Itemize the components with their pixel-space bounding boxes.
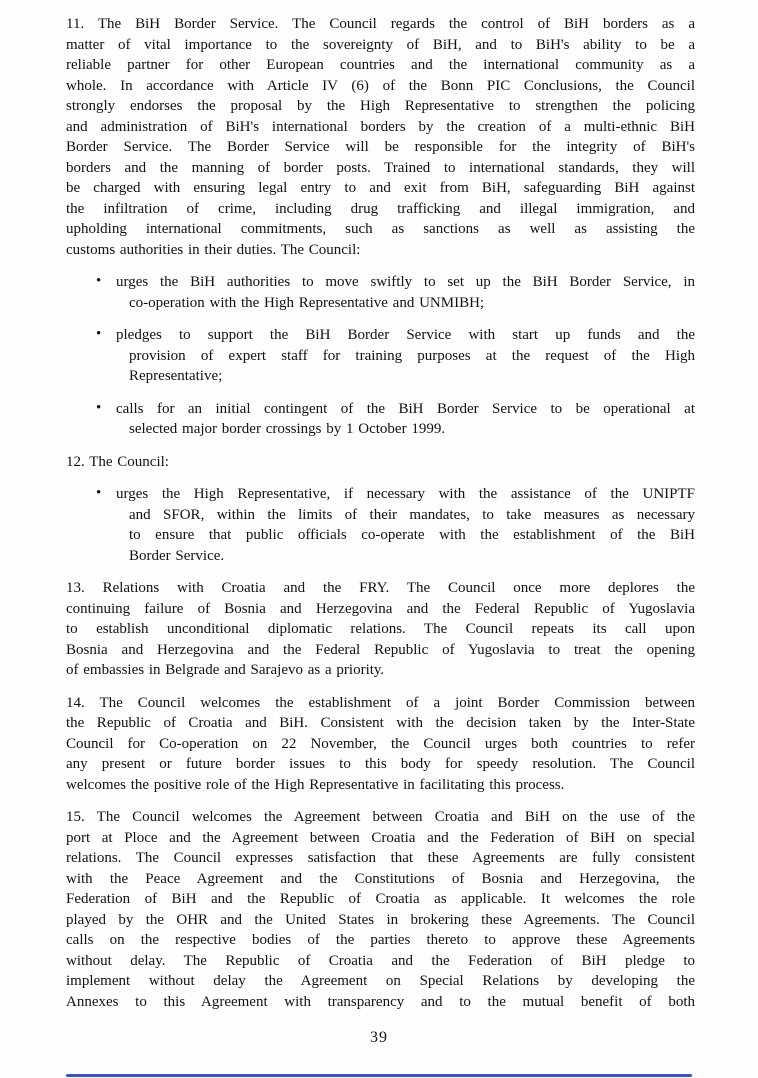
text-line: 15. The Council welcomes the Agreement between Croatia and BiH on the use of the: [66, 809, 695, 825]
text-line: to establish unconditional diplomatic relations. The Council repeats its call upon: [66, 621, 695, 637]
text-line: selected major border crossings by 1 October 1999.: [129, 421, 446, 437]
text-line: Border Service.: [129, 547, 225, 564]
text-line: Council for Co-operation on 22 November, the Council urges both countries to refer: [66, 735, 695, 752]
bullet-icon: •: [96, 326, 102, 342]
text-line: to ensure that public officials co-operate with the establishment of the BiH: [129, 527, 695, 543]
bullet-item: [66, 399, 695, 440]
text-line: with the Peace Agreement and the Constitutions of Bosnia and Herzegovina, the: [66, 870, 695, 887]
text-line: strongly endorses the proposal by the High Representative to strengthen the policing: [66, 98, 695, 114]
bullet-icon: •: [96, 485, 102, 501]
text-line: the infiltration of crime, including drug trafficking and illegal immigration, and: [66, 200, 695, 217]
text-line: urges the BiH authorities to move swiftly to set up the BiH Border Service, in: [116, 274, 695, 290]
text-line: the Republic of Croatia and BiH. Consistent with the decision taken by the Inter-State: [66, 715, 695, 731]
text-line: whole. In accordance with Article IV (6) of the Bonn PIC Conclusions, the Council: [66, 77, 695, 94]
paragraph: [66, 693, 695, 796]
text-line: any present or future border issues to this body for speedy resolution. The Council: [66, 756, 695, 772]
text-line: calls for an initial contingent of the BiH Border Service to be operational at: [116, 400, 695, 417]
text-line: and SFOR, within the limits of their mandates, to take measures as necessary: [129, 506, 695, 523]
text-line: relations. The Council expresses satisfaction that these Agreements are fully consistent: [66, 850, 695, 866]
text-line: co-operation with the High Representative and UNMIBH;: [129, 294, 485, 311]
text-line: Border Service. The Border Service will be responsible for the integrity of BiH's: [66, 139, 695, 155]
bullet-icon: •: [96, 399, 102, 416]
paragraph: [66, 14, 695, 260]
text-line: Federation of BiH and the Republic of Croatia as applicable. It welcomes the role: [66, 891, 695, 907]
text-line: 13. Relations with Croatia and the FRY. The Council once more deplores the: [66, 580, 695, 596]
text-line: matter of vital importance to the sovereignty of BiH, and to BiH's ability to be a: [66, 36, 695, 53]
document-body: [66, 14, 695, 1024]
text-line: played by the OHR and the United States in brokering these Agreements. The Council: [66, 911, 695, 928]
text-line: port at Ploce and the Agreement between Croatia and the Federation of BiH on special: [66, 829, 695, 846]
bullet-item: [66, 325, 695, 387]
text-line: implement without delay the Agreement on Special Relations by developing the: [66, 973, 695, 989]
text-line: borders and the manning of border posts. Trained to international standards, they will: [66, 159, 695, 176]
text-line: 12. The Council:: [66, 453, 169, 470]
text-line: Bosnia and Herzegovina and the Federal Republic of Yugoslavia to treat the opening: [66, 641, 695, 658]
text-line: Representative;: [129, 368, 223, 384]
text-line: calls on the respective bodies of the parties thereto to approve these Agreements: [66, 932, 695, 948]
paragraph: [66, 578, 695, 681]
text-line: without delay. The Republic of Croatia and the Federation of BiH pledge to: [66, 952, 695, 969]
text-line: 14. The Council welcomes the establishment of a joint Border Commission between: [66, 694, 695, 711]
paragraph: [66, 452, 695, 473]
bullet-icon: •: [96, 273, 102, 289]
page-number: 39: [370, 1029, 388, 1046]
text-line: reliable partner for other European countries and the international community as a: [66, 57, 695, 73]
text-line: 11. The BiH Border Service. The Council regards the control of BiH borders as a: [66, 16, 695, 32]
text-line: continuing failure of Bosnia and Herzegovina and the Federal Republic of Yugoslavia: [66, 600, 695, 617]
bullet-item: [66, 484, 695, 566]
text-line: urges the High Representative, if necessary with the assistance of the UNIPTF: [116, 486, 695, 502]
text-line: provision of expert staff for training purposes at the request of the High: [129, 347, 695, 364]
text-line: be charged with ensuring legal entry to and exit from BiH, safeguarding BiH against: [66, 180, 695, 196]
scan-artifact-rule: [66, 1074, 692, 1077]
text-line: pledges to support the BiH Border Service with start up funds and the: [116, 327, 695, 343]
text-line: customs authorities in their duties. The Council:: [66, 241, 361, 258]
paragraph: [66, 807, 695, 1012]
text-line: welcomes the positive role of the High Representative in facilitating this process.: [66, 776, 565, 793]
text-line: Annexes to this Agreement with transparency and to the mutual benefit of both: [66, 993, 695, 1010]
bullet-item: [66, 272, 695, 313]
text-line: and administration of BiH's international borders by the creation of a multi-ethnic BiH: [66, 118, 695, 135]
text-line: of embassies in Belgrade and Sarajevo as a priority.: [66, 662, 385, 678]
text-line: upholding international commitments, such as sanctions as well as assisting the: [66, 221, 695, 237]
